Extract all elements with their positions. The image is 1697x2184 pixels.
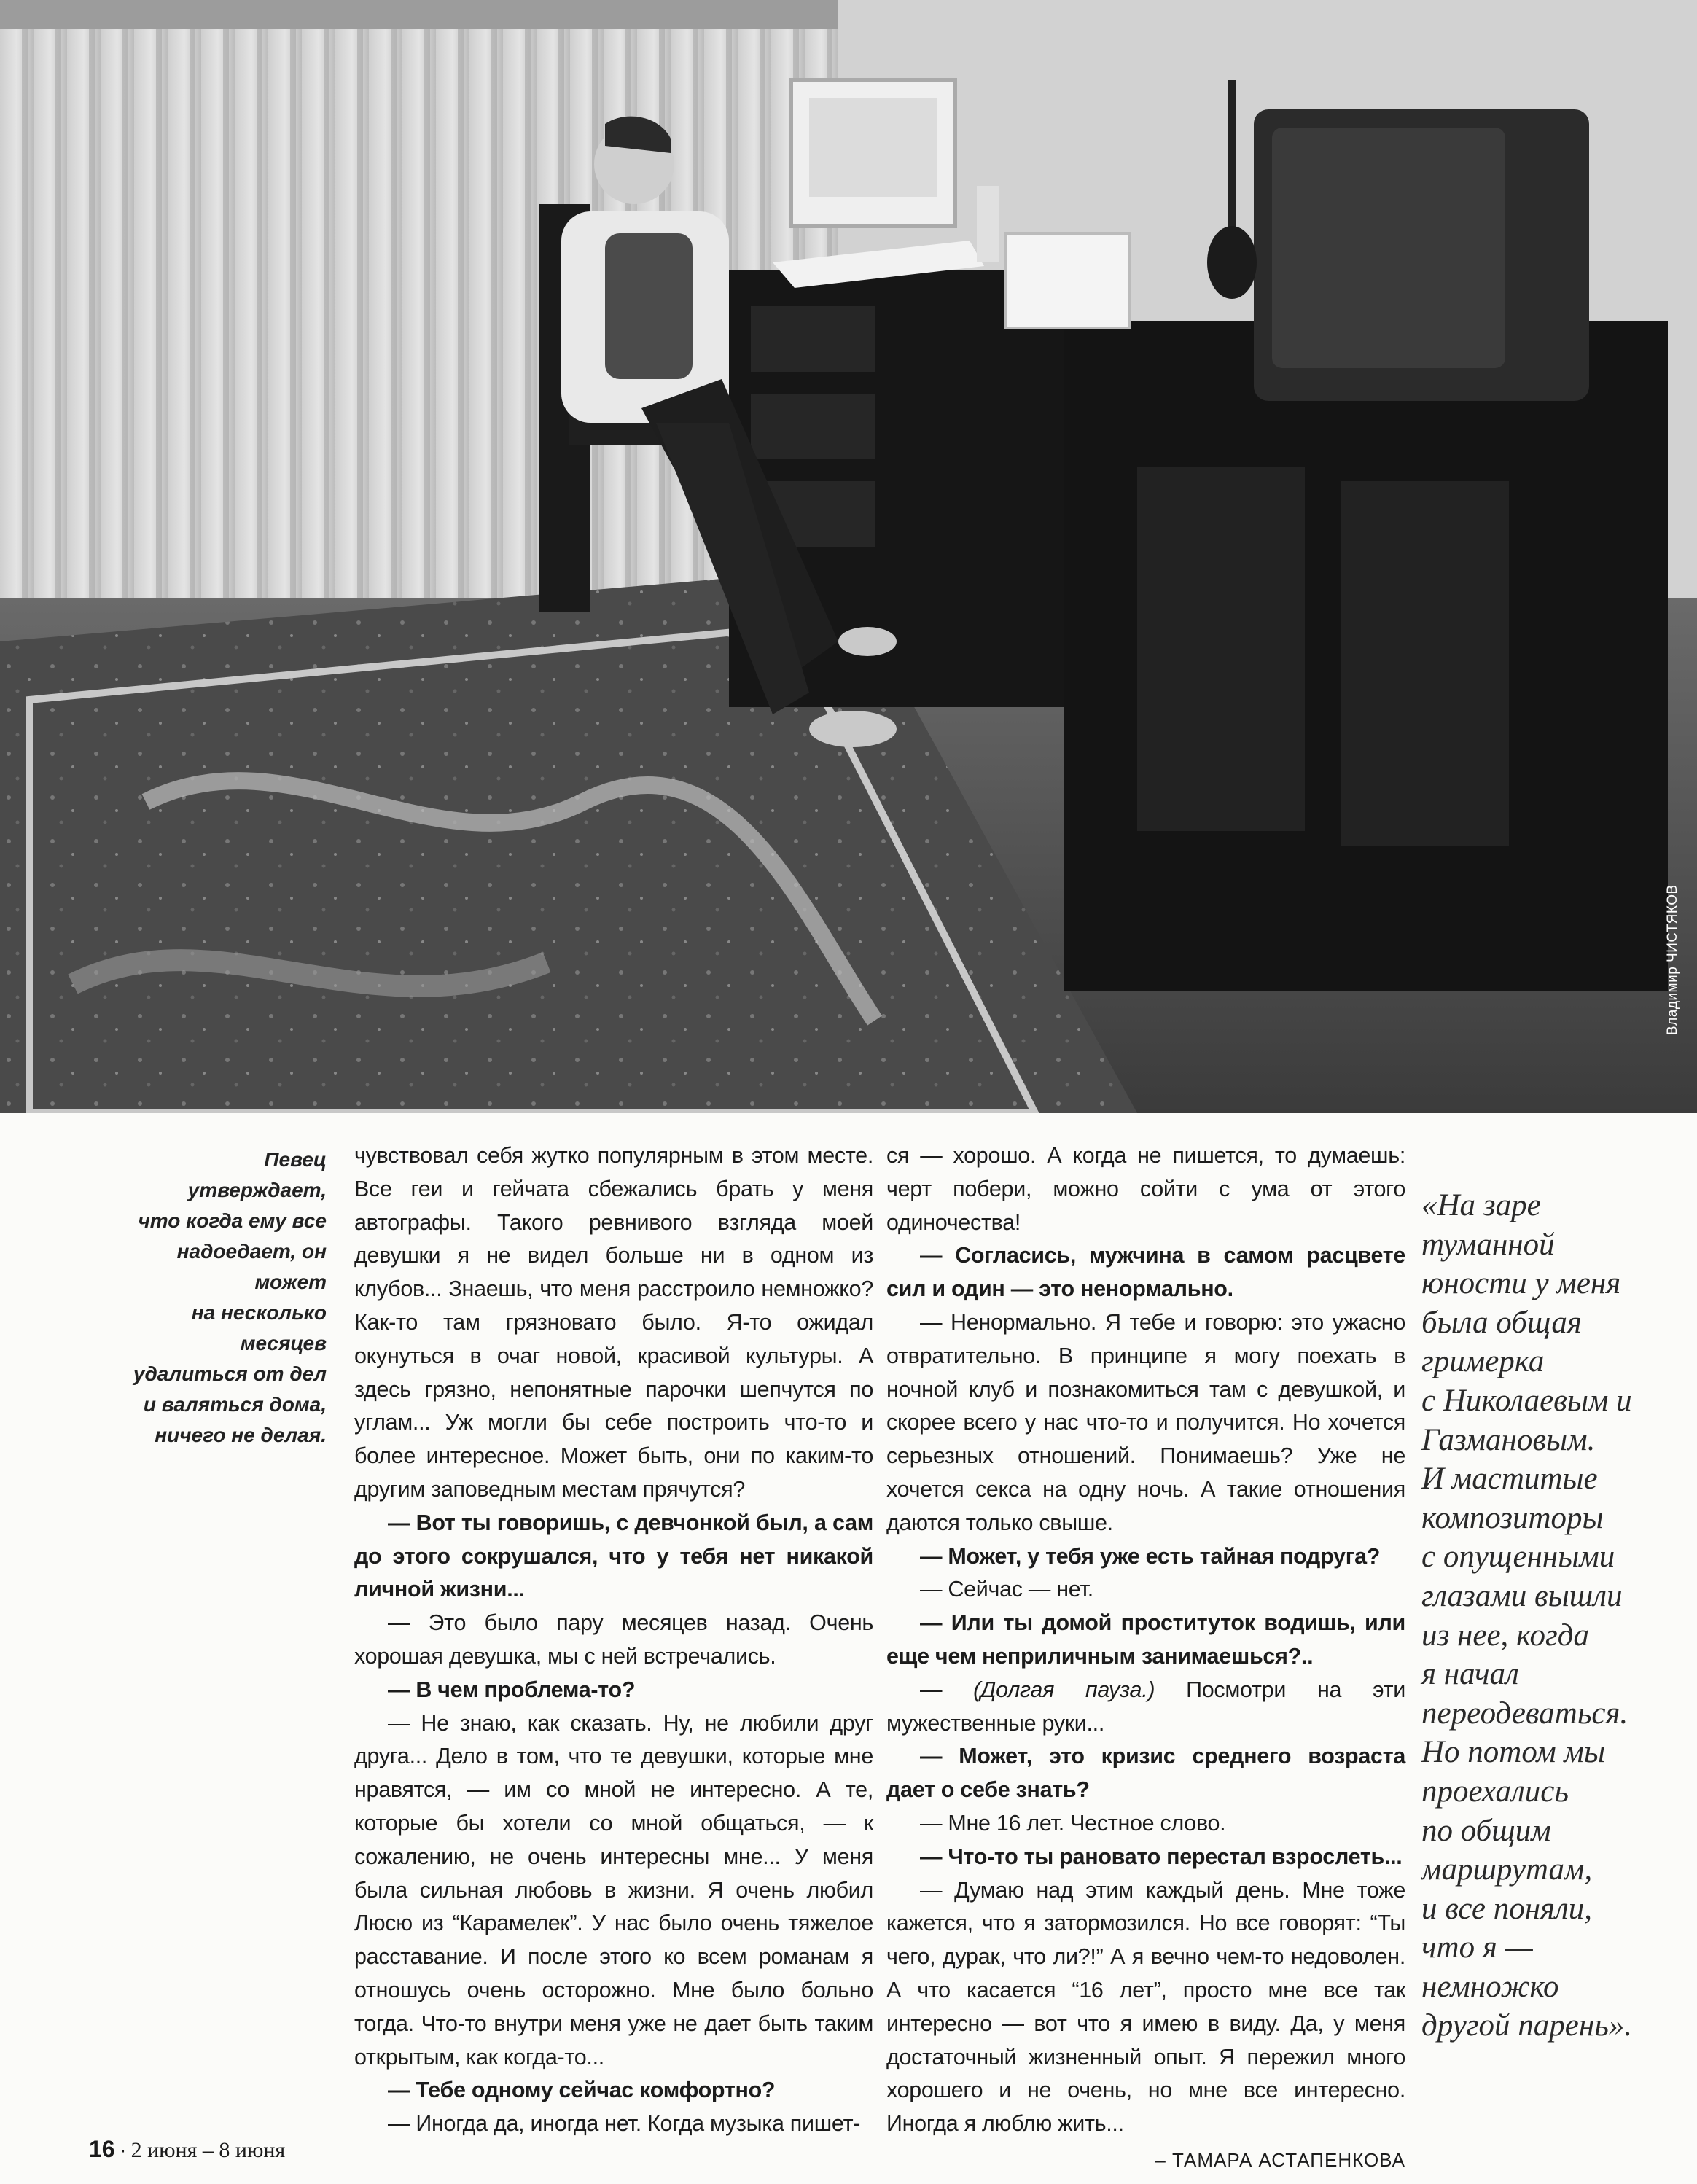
interview-question: — Или ты домой проституток водишь, или еще чем неприличным занимаешься?..	[886, 1610, 1405, 1669]
pull-quote-line: была общая	[1421, 1305, 1582, 1340]
pull-quote-line: юности у меня	[1421, 1266, 1621, 1301]
interview-answer: чувствовал себя жутко популярным в этом месте. Все геи и гейчата сбежались брать у меня автографы. Такого ревнивого взгляда моей девушки я не видел больше ни в одном из клубов... Знаешь, что меня расстроило немножко? Как-то там грязновато было. Я-то ожидал окунуться в очаг новой, красивой культуры. А здесь грязно, непонятные парочки шепчутся по углам... Уж могли бы себе построить что-то и более интересное. Может быть, они по каким-то другим заповедным местам прячутся?	[354, 1143, 873, 1502]
photo-credit: Владимир ЧИСТЯКОВ	[1665, 884, 1680, 1035]
interview-question: — Может, это кризис среднего возраста дает о себе знать?	[886, 1744, 1405, 1803]
interview-question: — Может, у тебя уже есть тайная подруга?	[920, 1543, 1381, 1569]
pull-quote-line: Газмановым.	[1421, 1422, 1596, 1457]
interview-question: — В чем проблема-то?	[388, 1677, 636, 1702]
interview-question: — Согласись, мужчина в самом расцвете сил и один — это ненормально.	[886, 1243, 1405, 1302]
author-signature: – ТАМАРА АСТАПЕНКОВА	[1155, 2148, 1405, 2171]
interview-question: — Вот ты говоришь, с девчонкой был, а сам до этого сокрушался, что у тебя нет никакой личной жизни...	[354, 1510, 873, 1602]
caption-line: ничего не делая.	[155, 1424, 327, 1446]
column-2-body	[886, 1139, 1405, 2141]
interview-answer: — Иногда да, иногда нет. Когда музыка пишет-	[388, 2111, 861, 2137]
caption-line: удалиться от дел	[133, 1362, 327, 1385]
pull-quote-line: И маститые	[1421, 1462, 1598, 1497]
interview-question: — Тебе одному сейчас комфортно?	[388, 2078, 776, 2103]
interview-answer: — Ненормально. Я тебе и говорю: это ужасно отвратительно. В принципе я могу поехать в ночной клуб и познакомиться там с девушкой, и скорее всего у нас что-то и получится. Но хочется серьезных отношений. Понимаешь? Уже не хочется секса на одну ночь. А такие отношения даются только свыше.	[886, 1309, 1405, 1535]
interview-answer: — Это было пару месяцев назад. Очень хорошая девушка, мы с ней встречались.	[354, 1610, 873, 1669]
pull-quote-line: с Николаевым и	[1421, 1383, 1632, 1418]
photo-caption	[124, 1144, 327, 1451]
interview-answer: — Думаю над этим каждый день. Мне тоже кажется, что я затормозился. Но все говорят: “Ты чего, дурак, что ли?!” А я вечно чем-то недоволен. А что касается “16 лет”, просто мне все так интересно — вот что я имею в виду. Да, у меня достаточный жизненный опыт. Я пережил много хорошего и не очень, но мне все интересно. Иногда я люблю жить...	[886, 1877, 1405, 2137]
answer-dash: —	[920, 1677, 974, 1702]
pull-quote-line: по общим	[1421, 1813, 1551, 1848]
pull-quote-line: маршрутам,	[1421, 1852, 1593, 1887]
pull-quote-line: из нее, когда	[1421, 1618, 1590, 1653]
interview-question: — Что-то ты рановато перестал взрослеть...	[920, 1844, 1403, 1869]
pull-quote-line: композиторы	[1421, 1500, 1604, 1535]
answer-text: Посмотри на эти мужественные руки...	[886, 1677, 1406, 1736]
caption-line: надоедает, он может	[176, 1240, 327, 1293]
pull-quote-line: «На заре	[1421, 1188, 1541, 1222]
issue-dates: 2 июня – 8 июня	[130, 2138, 286, 2162]
pull-quote	[1421, 1186, 1669, 2045]
pull-quote-line: немножко	[1421, 1969, 1559, 2004]
page-footer	[89, 2136, 285, 2163]
article-column-2	[886, 1139, 1405, 2177]
pull-quote-line: что я —	[1421, 1930, 1533, 1965]
caption-line: что когда ему все	[138, 1209, 327, 1232]
pull-quote-line: Но потом мы	[1421, 1735, 1605, 1770]
interview-answer	[886, 1674, 1405, 1741]
article-column-1	[354, 1139, 873, 2141]
pull-quote-line: я начал	[1421, 1657, 1519, 1692]
pull-quote-line: проехались	[1421, 1774, 1569, 1809]
stage-direction: (Долгая пауза.)	[973, 1677, 1155, 1702]
page-number: 16	[89, 2136, 115, 2162]
interview-answer: — Сейчас — нет.	[920, 1577, 1093, 1602]
caption-line: Певец утверждает,	[187, 1148, 327, 1201]
pull-quote-line: туманной	[1421, 1227, 1555, 1262]
pull-quote-line: с опущенными	[1421, 1540, 1615, 1575]
pull-quote-line: и все поняли,	[1421, 1891, 1593, 1926]
interview-answer: — Мне 16 лет. Честное слово.	[920, 1810, 1226, 1836]
pull-quote-line: гримерка	[1421, 1344, 1545, 1379]
pull-quote-line: глазами вышли	[1421, 1578, 1623, 1613]
folio-separator: ·	[119, 2138, 127, 2162]
caption-line: и валяться дома,	[143, 1393, 327, 1416]
interview-answer: ся — хорошо. А когда не пишется, то думаешь: черт побери, можно сойти с ума от этого одиночества!	[886, 1143, 1405, 1235]
pull-quote-line: переодеваться.	[1421, 1696, 1628, 1731]
interview-answer: — Не знаю, как сказать. Ну, не любили друг друга... Дело в том, что те девушки, которые мне нравятся, — им со мной не интересно. А те, которые бы хотели со мной общаться, — к сожалению, не очень интересны мне... У меня была сильная любовь в жизни. Я очень любил Люсю из “Карамелек”. У нас было очень тяжелое расставание. И после этого ко всем романам я отношусь очень осторожно. Мне было больно тогда. Что-то внутри меня уже не дает быть таким открытым, как когда-то...	[354, 1710, 873, 2070]
caption-line: на несколько месяцев	[191, 1301, 327, 1354]
pull-quote-line: другой парень».	[1421, 2008, 1633, 2043]
